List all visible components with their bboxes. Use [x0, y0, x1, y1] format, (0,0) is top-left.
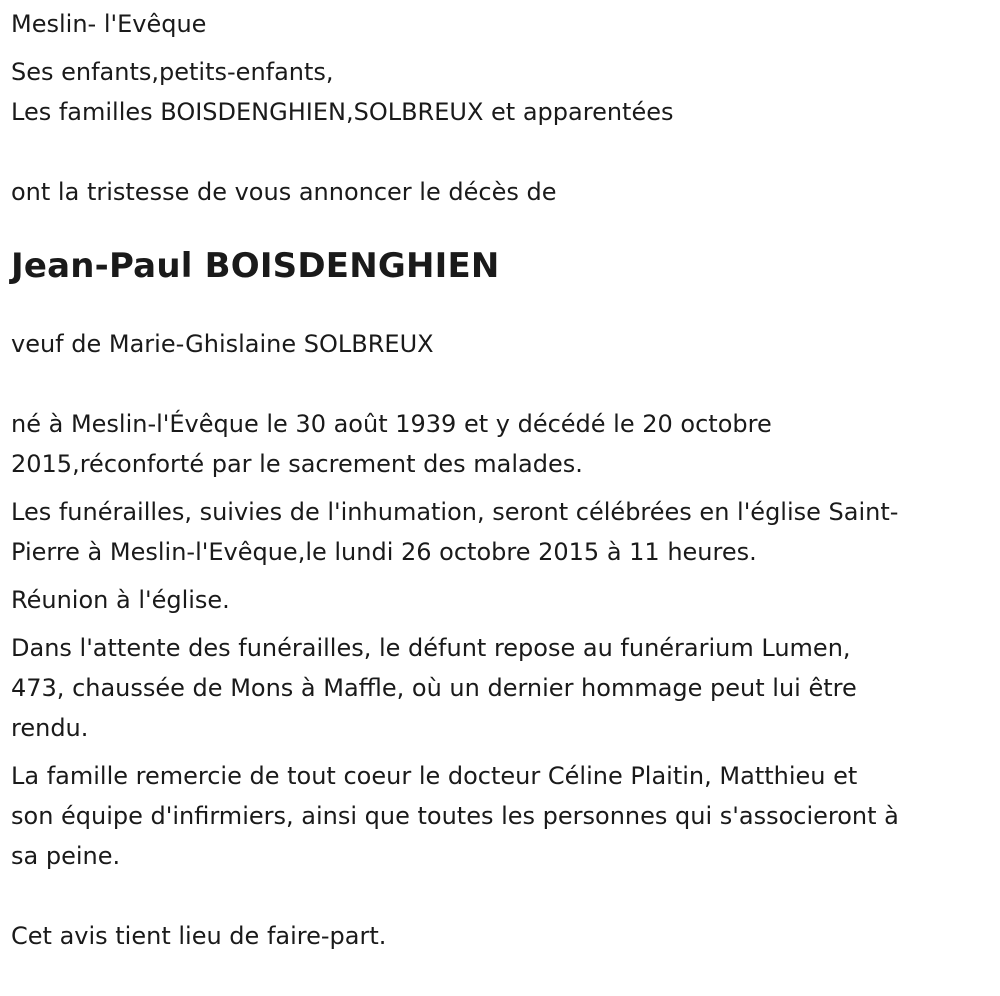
place-line: Meslin- l'Evêque: [11, 10, 207, 38]
funeral-line-2: Pierre à Meslin-l'Evêque,le lundi 26 octobre 2015 à 11 heures.: [11, 538, 757, 566]
death-notice: [11, 4, 996, 956]
birth-death-line-2: 2015,réconforté par le sacrement des malades.: [11, 450, 583, 478]
viewing-line-3: rendu.: [11, 714, 89, 742]
widower-line: veuf de Marie-Ghislaine SOLBREUX: [11, 330, 434, 358]
birth-death-line-1: né à Meslin-l'Évêque le 30 août 1939 et y décédé le 20 octobre: [11, 410, 772, 438]
family-block: [11, 52, 996, 132]
birth-death-paragraph: [11, 404, 996, 484]
closing-line: Cet avis tient lieu de faire-part.: [11, 922, 387, 950]
viewing-line-1: Dans l'attente des funérailles, le défunt repose au funérarium Lumen,: [11, 634, 851, 662]
announcement-line: ont la tristesse de vous annoncer le décès de: [11, 178, 557, 206]
thanks-line-2: son équipe d'infirmiers, ainsi que toutes les personnes qui s'associeront à: [11, 802, 899, 830]
family-line-1: Ses enfants,petits-enfants,: [11, 58, 334, 86]
thanks-line-3: sa peine.: [11, 842, 121, 870]
viewing-line-2: 473, chaussée de Mons à Maffle, où un dernier hommage peut lui être: [11, 674, 857, 702]
deceased-name: Jean-Paul BOISDENGHIEN: [11, 246, 500, 286]
funeral-paragraph: [11, 492, 996, 572]
family-line-2: Les familles BOISDENGHIEN,SOLBREUX et apparentées: [11, 98, 674, 126]
thanks-paragraph: [11, 756, 996, 876]
viewing-paragraph: [11, 628, 996, 748]
funeral-line-1: Les funérailles, suivies de l'inhumation, seront célébrées en l'église Saint-: [11, 498, 899, 526]
thanks-line-1: La famille remercie de tout coeur le docteur Céline Plaitin, Matthieu et: [11, 762, 858, 790]
meeting-line: Réunion à l'église.: [11, 586, 230, 614]
